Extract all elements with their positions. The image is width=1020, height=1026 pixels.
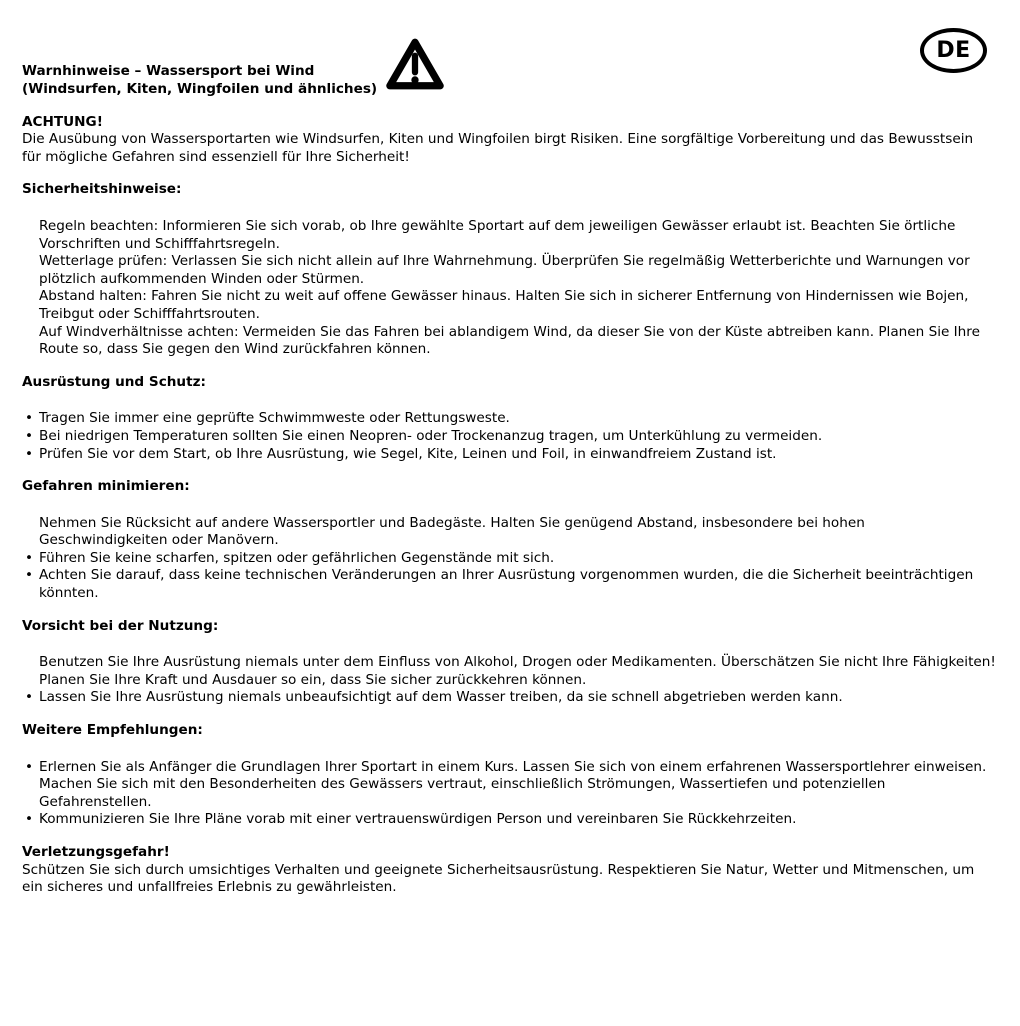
- section-ausr-stung-und-schutz: [22, 374, 996, 463]
- warning-triangle-icon: [386, 37, 444, 98]
- bullet-icon: •: [25, 410, 34, 427]
- section-items: [22, 410, 996, 463]
- item-text: Nehmen Sie Rücksicht auf andere Wassersportler und Badegäste. Halten Sie genügend Abstand, insbesondere bei hohen Geschwindigkeiten oder Manövern.: [39, 514, 865, 549]
- section-heading: Verletzungsgefahr!: [22, 844, 170, 860]
- document-body: [22, 114, 996, 897]
- section-items: [22, 131, 996, 166]
- bullet-icon: •: [25, 427, 34, 444]
- item-text: Wetterlage prüfen: Verlassen Sie sich nicht allein auf Ihre Wahrnehmung. Überprüfen Sie regelmäßig Wetterberichte und Warnungen vor plötzlich aufkommenden Winden oder Stürmen.: [39, 253, 970, 287]
- bullet-icon: •: [25, 689, 34, 706]
- section-verletzungsgefahr: [22, 844, 996, 897]
- indented-paragraph: [22, 776, 996, 811]
- item-text: Machen Sie sich mit den Besonderheiten des Gewässers vertraut, einschließlich Strömungen, Wassertiefen und potenziellen Gefahrenstellen.: [39, 776, 886, 810]
- section-items: [22, 515, 996, 603]
- item-text: Regeln beachten: Informieren Sie sich vorab, ob Ihre gewählte Sportart auf dem jeweiligen Gewässer erlaubt ist. Beachten Sie örtliche Vorschriften und Schifffahrtsregeln.: [39, 217, 956, 252]
- section-gefahren-minimieren: [22, 478, 996, 603]
- bullet-icon: •: [25, 567, 34, 584]
- item-text: Abstand halten: Fahren Sie nicht zu weit auf offene Gewässer hinaus. Halten Sie sich in sicherer Entfernung von Hindernissen wie Bojen, Treibgut oder Schifffahrtsrouten.: [39, 288, 969, 322]
- item-text: Schützen Sie sich durch umsichtiges Verhalten und geeignete Sicherheitsausrüstung. Respektieren Sie Natur, Wetter und Mitmenschen, um ein sicheres und unfallfreies Erlebnis zu gewährleisten.: [22, 861, 975, 896]
- paragraph: [22, 862, 996, 897]
- indented-paragraph: [22, 288, 996, 323]
- item-text: Auf Windverhältnisse achten: Vermeiden Sie das Fahren bei ablandigem Wind, da dieser Sie von der Küste abtreiben kann. Planen Sie Ihre Route so, dass Sie gegen den Wind zurückfahren können.: [39, 323, 980, 358]
- section-items: [22, 862, 996, 897]
- language-badge: DE: [920, 28, 987, 73]
- item-text: Führen Sie keine scharfen, spitzen oder gefährlichen Gegenstände mit sich.: [39, 549, 555, 566]
- bullet-item: [22, 410, 996, 428]
- section-items: [22, 654, 996, 707]
- item-text: Erlernen Sie als Anfänger die Grundlagen Ihrer Sportart in einem Kurs. Lassen Sie sich von einem erfahrenen Wassersportlehrer einweisen.: [39, 758, 987, 775]
- section-weitere-empfehlungen: [22, 722, 996, 829]
- indented-paragraph: [22, 253, 996, 288]
- indented-paragraph: [22, 515, 996, 550]
- section-heading: Sicherheitshinweise:: [22, 181, 182, 198]
- item-text: Kommunizieren Sie Ihre Pläne vorab mit einer vertrauenswürdigen Person und vereinbaren Sie Rückkehrzeiten.: [39, 811, 797, 828]
- document-header: [22, 37, 996, 99]
- section-heading: Weitere Empfehlungen:: [22, 722, 203, 739]
- item-text: Bei niedrigen Temperaturen sollten Sie einen Neopren- oder Trockenanzug tragen, um Unterkühlung zu vermeiden.: [39, 427, 823, 444]
- bullet-icon: •: [25, 811, 34, 828]
- bullet-item: [22, 811, 996, 829]
- indented-paragraph: [22, 654, 996, 689]
- item-text: Lassen Sie Ihre Ausrüstung niemals unbeaufsichtigt auf dem Wasser treiben, da sie schnell abgetrieben werden kann.: [39, 689, 843, 706]
- item-text: Benutzen Sie Ihre Ausrüstung niemals unter dem Einfluss von Alkohol, Drogen oder Medikamenten. Überschätzen Sie nicht Ihre Fähigkeiten! Planen Sie Ihre Kraft und Ausdauer so ein, dass Sie sicher zurückkehren können.: [39, 654, 996, 688]
- bullet-item: [22, 550, 996, 568]
- title-line-2: (Windsurfen, Kiten, Wingfoilen und ähnliches): [22, 81, 378, 97]
- item-text: Die Ausübung von Wassersportarten wie Windsurfen, Kiten und Wingfoilen birgt Risiken. Eine sorgfältige Vorbereitung und das Bewusstsein für mögliche Gefahren sind essenziell für Ihre Sicherheit!: [22, 131, 974, 165]
- section-items: [22, 218, 996, 359]
- indented-paragraph: [22, 218, 996, 253]
- bullet-item: [22, 428, 996, 446]
- bullet-item: [22, 446, 996, 464]
- item-text: Achten Sie darauf, dass keine technischen Veränderungen an Ihrer Ausrüstung vorgenommen wurden, die die Sicherheit beeinträchtigen könnten.: [39, 567, 974, 602]
- title-line-1: Warnhinweise – Wassersport bei Wind: [22, 63, 315, 80]
- page-title: [22, 63, 377, 98]
- bullet-item: [22, 759, 996, 777]
- section-heading: Ausrüstung und Schutz:: [22, 373, 206, 390]
- item-text: Tragen Sie immer eine geprüfte Schwimmweste oder Rettungsweste.: [39, 410, 510, 427]
- bullet-item: [22, 567, 996, 602]
- section-vorsicht-bei-der-nutzung: [22, 618, 996, 707]
- section-heading: Gefahren minimieren:: [22, 478, 190, 495]
- bullet-icon: •: [25, 758, 34, 775]
- section-items: [22, 759, 996, 829]
- section-achtung: [22, 114, 996, 167]
- bullet-item: [22, 689, 996, 707]
- section-heading: ACHTUNG!: [22, 113, 103, 130]
- bullet-icon: •: [25, 549, 34, 566]
- section-heading: Vorsicht bei der Nutzung:: [22, 617, 219, 634]
- paragraph: [22, 131, 996, 166]
- item-text: Prüfen Sie vor dem Start, ob Ihre Ausrüstung, wie Segel, Kite, Leinen und Foil, in einwandfreiem Zustand ist.: [39, 445, 777, 462]
- indented-paragraph: [22, 324, 996, 359]
- bullet-icon: •: [25, 445, 34, 462]
- section-sicherheitshinweise: [22, 181, 996, 358]
